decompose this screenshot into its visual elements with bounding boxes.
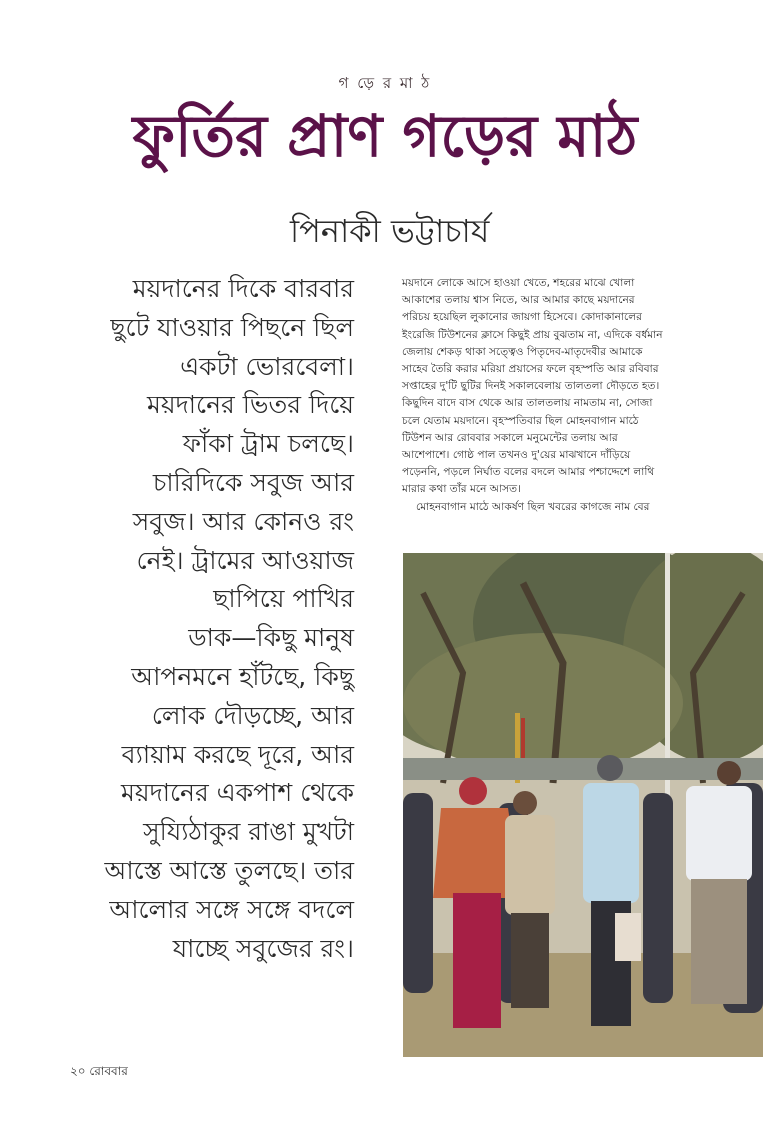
pull-quote-line: ময়দানের একপাশ থেকে — [121, 778, 354, 808]
body-line: আশেপাশে। গোষ্ঠ পাল তখনও দু'য়ের মাঝখানে দাঁড়িয়ে — [402, 449, 631, 462]
pull-quote-line: আপনমনে হাঁটছে, কিছু — [131, 661, 354, 691]
pull-quote-line: ফাঁকা ট্রাম চলছে। — [182, 429, 354, 459]
section-label: গ ড়ে র মা ঠ — [338, 74, 432, 92]
pull-quote-line: যাচ্ছে সবুজের রং। — [172, 933, 354, 963]
body-line: জেলায় শেকড় থাকা সত্ত্বেও পিতৃদেব-মাতৃদেবীর আমাকে — [402, 345, 643, 358]
maidan-crowd-photo — [403, 553, 763, 1057]
page-folio: ২০ রোববার — [70, 1064, 128, 1078]
pull-quote-line: ছুটে যাওয়ার পিছনে ছিল — [110, 312, 354, 342]
body-line: চলে যেতাম ময়দানে। বৃহস্পতিবার ছিল মোহনবাগান মাঠে — [402, 414, 639, 427]
body-line: সপ্তাহের দু'টি ছুটির দিনই সকালবেলায় তালতলা দৌড়তে হত। — [402, 380, 660, 393]
body-line: আকাশের তলায় শ্বাস নিতে, আর আমার কাছে ময়দানের — [402, 294, 635, 307]
pull-quote-line: লোক দৌড়চ্ছে, আর — [151, 700, 354, 730]
author-byline: পিনাকী ভট্টাচার্য — [290, 212, 490, 250]
pull-quote — [60, 270, 354, 968]
pull-quote-line: নেই। ট্রামের আওয়াজ — [136, 545, 354, 575]
body-line: মোহনবাগান মাঠে আকর্ষণ ছিল খবরের কাগজে নাম বের — [416, 500, 650, 513]
pull-quote-line: আস্তে আস্তে তুলছে। তার — [104, 855, 354, 885]
body-line: ময়দানে লোকে আসে হাওয়া খেতে, শহরের মাঝে খোলা — [402, 277, 635, 289]
article-headline: ফুর্তির প্রাণ গড়ের মাঠ — [132, 102, 638, 170]
pull-quote-line: চারিদিকে সবুজ আর — [152, 467, 354, 497]
article-body — [402, 275, 702, 516]
body-line: পড়েননি, পড়লে নির্ঘাত বলের বদলে আমার পশ্চাদ্দেশে লাথি — [402, 466, 655, 479]
body-line: সাহেব তৈরি করার মরিয়া প্রয়াসের ফলে বৃহস্পতি আর রবিবার — [402, 363, 659, 376]
pull-quote-line: ছাপিয়ে পাখির — [213, 584, 354, 614]
photo-illustration — [403, 553, 763, 1057]
body-line: পরিচয় হয়েছিল লুকানোর জায়গা হিসেবে। কোদাকানালের — [402, 311, 642, 324]
body-line: টিউশন আর রোববার সকালে মনুমেন্টের তলায় আর — [402, 431, 618, 444]
body-line: ইংরেজি টিউশনের ক্লাসে কিছুই প্রায় বুঝতাম না, এদিকে বর্ধমান — [402, 328, 663, 341]
body-line: কিছুদিন বাদে বাস থেকে আর তালতলায় নামতাম না, সোজা — [402, 397, 653, 410]
pull-quote-line: আলোর সঙ্গে সঙ্গে বদলে — [109, 894, 354, 924]
pull-quote-line: ডাক—কিছু মানুষ — [188, 623, 354, 653]
pull-quote-line: সবুজ। আর কোনও রং — [132, 506, 354, 536]
pull-quote-line: সুয্যিঠাকুর রাঙা মুখটা — [143, 817, 354, 847]
pull-quote-line: ময়দানের দিকে বারবার — [132, 274, 354, 303]
pull-quote-line: একটা ভোরবেলা। — [180, 351, 354, 381]
pull-quote-line: ময়দানের ভিতর দিয়ে — [147, 390, 354, 420]
body-line: মারার কথা তাঁর মনে আসত। — [402, 483, 521, 496]
pull-quote-line: ব্যায়াম করছে দূরে, আর — [121, 739, 354, 769]
